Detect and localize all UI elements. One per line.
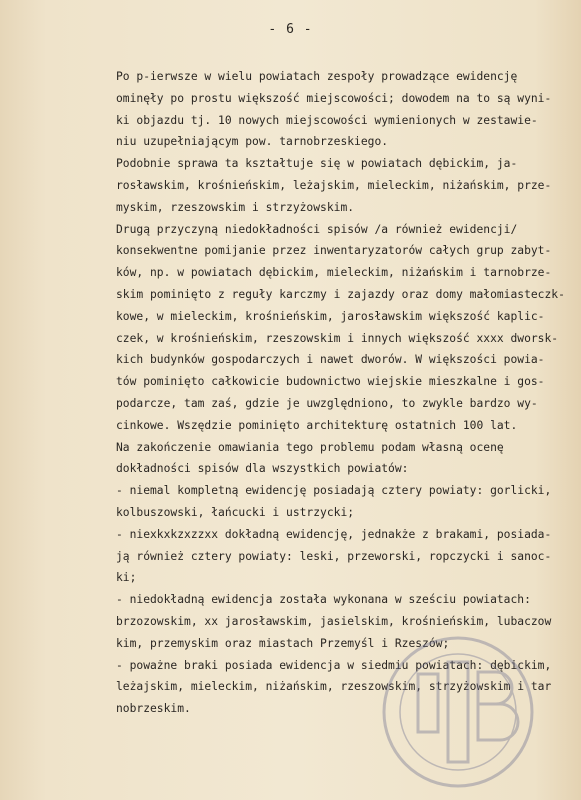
text-line: ki; — [116, 571, 137, 585]
text-line: - niexkxkzxzzxx dokładną ewidencję, jednakże z brakami, posiada- — [116, 527, 552, 541]
text-line: konsekwentne pomijanie przez inwentaryzatorów całych grup zabyt- — [116, 244, 552, 258]
typed-text-body — [116, 66, 571, 720]
text-line: - niedokładną ewidencja została wykonana w sześciu powiatach: — [116, 593, 531, 607]
text-line: ją również cztery powiaty: leski, przeworski, ropczycki i sanoc- — [116, 549, 552, 563]
text-line: Na zakończenie omawiania tego problemu podam własną ocenę — [116, 440, 504, 454]
text-line: niu uzupełniającym pow. tarnobrzeskiego. — [116, 135, 389, 149]
text-line: kim, przemyskim oraz miastach Przemyśl i Rzeszów; — [116, 636, 450, 650]
text-line: podarcze, tam zaś, gdzie je uwzględniono, to zwykle bardzo wy- — [116, 396, 538, 410]
text-line: czek, w krośnieńskim, rzeszowskim i innych większość xxxx dworsk- — [116, 331, 559, 345]
text-line: Po p-ierwsze w wielu powiatach zespoły prowadzące ewidencję — [116, 70, 518, 83]
page-number: - 6 - — [268, 22, 313, 37]
text-line: kich budynków gospodarczych i nawet dworów. W większości powia- — [116, 353, 545, 367]
text-line: nobrzeskim. — [116, 702, 191, 716]
text-line: - poważne braki posiada ewidencja w siedmiu powiatach: dębickim, — [116, 658, 552, 672]
text-line: Podobnie sprawa ta kształtuje się w powiatach dębickim, ja- — [116, 157, 518, 171]
text-line: dokładności spisów dla wszystkich powiatów: — [116, 462, 409, 476]
text-line: leżajskim, mieleckim, niżańskim, rzeszowskim, strzyżowskim i tar — [116, 680, 552, 694]
text-line: kowe, w mieleckim, krośnieńskim, jarosławskim większość kaplic- — [116, 309, 545, 323]
text-line: kolbuszowski, łańcucki i ustrzycki; — [116, 505, 355, 519]
text-line: Drugą przyczyną niedokładności spisów /a również ewidencji/ — [116, 222, 518, 236]
text-line: cinkowe. Wszędzie pominięto architekturę ostatnich 100 lat. — [116, 418, 518, 432]
text-line: myskim, rzeszowskim i strzyżowskim. — [116, 200, 355, 214]
text-line: rosławskim, krośnieńskim, leżajskim, mieleckim, niżańskim, prze- — [116, 178, 552, 192]
text-line: ominęły po prostu większość miejscowości; dowodem na to są wyni- — [116, 91, 552, 105]
text-line: skim pominięto z reguły karczmy i zajazdy oraz domy małomiasteczk- — [116, 287, 565, 301]
text-line: - niemal kompletną ewidencję posiadają cztery powiaty: gorlicki, — [116, 484, 552, 498]
text-line: brzozowskim, xx jarosławskim, jasielskim, krośnieńskim, lubaczow — [116, 614, 552, 628]
text-line: tów pominięto całkowicie budownictwo wiejskie mieszkalne i gos- — [116, 375, 545, 389]
text-line: ki objazdu tj. 10 nowych miejscowości wymienionych w zestawie- — [116, 113, 538, 127]
text-line: ków, np. w powiatach dębickim, mieleckim, niżańskim i tarnobrze- — [116, 266, 552, 280]
